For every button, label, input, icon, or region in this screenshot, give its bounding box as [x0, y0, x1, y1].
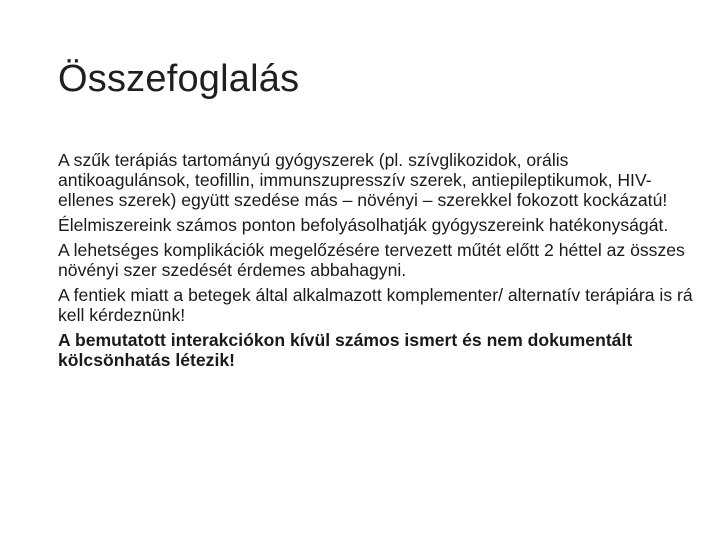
paragraph-complementary-therapy: A fentiek miatt a betegek által alkalmazott komplementer/ alternatív terápiára is rá kell kérdeznünk! — [58, 285, 693, 325]
paragraph-surgery-advice: A lehetséges komplikációk megelőzésére tervezett műtét előtt 2 héttel az összes növényi szer szedését érdemes abbahagyni. — [58, 240, 685, 280]
slide-body — [58, 150, 698, 375]
paragraph-undocumented-interactions: A bemutatott interakciókon kívül számos ismert és nem dokumentált kölcsönhatás létezik! — [58, 330, 633, 370]
paragraph-food-effects: Élelmiszereink számos ponton befolyásolhatják gyógyszereink hatékonyságát. — [58, 215, 669, 235]
slide-title: Összefoglalás — [58, 58, 300, 100]
paragraph-narrow-therapeutic-range: A szűk terápiás tartományú gyógyszerek (pl. szívglikozidok, orális antikoagulánsok, teofillin, immunszupresszív szerek, antiepileptikumok, HIV-ellenes szerek) együtt szedése más – növényi – szerekkel fokozott kockázatú! — [58, 150, 668, 210]
